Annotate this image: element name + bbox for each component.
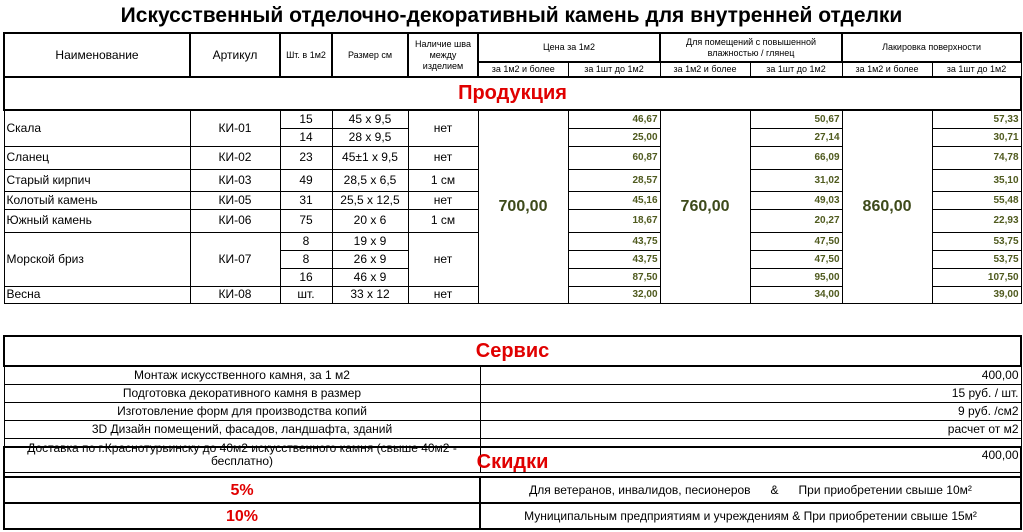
unit-price: 32,00	[568, 286, 660, 303]
product-name: Скала	[4, 110, 190, 146]
subheader: за 1шт до 1м2	[750, 62, 842, 77]
section-heading-products: Продукция	[4, 77, 1021, 110]
product-name: Южный камень	[4, 209, 190, 232]
bulk-lacquer-price: 860,00	[842, 110, 932, 303]
page-title: Искусственный отделочно-декоративный камень для внутренней отделки	[120, 4, 903, 27]
discount-text: Муниципальным предприятиям и учреждениям & При приобретении свыше 15м²	[480, 503, 1021, 529]
bulk-humid-price: 760,00	[660, 110, 750, 303]
product-name: Весна	[4, 286, 190, 303]
product-seam: нет	[408, 232, 478, 286]
product-count: 16	[280, 268, 332, 286]
product-article: КИ-03	[190, 169, 280, 191]
unit-humid-price: 49,03	[750, 191, 842, 209]
unit-lacquer-price: 53,75	[932, 232, 1021, 250]
service-label: 3D Дизайн помещений, фасадов, ландшафта, зданий	[4, 420, 480, 438]
subheader: за 1м2 и более	[478, 62, 568, 77]
unit-humid-price: 31,02	[750, 169, 842, 191]
unit-price: 28,57	[568, 169, 660, 191]
unit-humid-price: 34,00	[750, 286, 842, 303]
product-count: 14	[280, 128, 332, 146]
product-name: Старый кирпич	[4, 169, 190, 191]
subheader: за 1м2 и более	[842, 62, 932, 77]
product-name: Сланец	[4, 146, 190, 169]
unit-lacquer-price: 30,71	[932, 128, 1021, 146]
product-article: КИ-07	[190, 232, 280, 286]
product-size: 45 х 9,5	[332, 110, 408, 128]
header-price: Цена за 1м2	[478, 33, 660, 62]
header-article: Артикул	[190, 33, 280, 77]
header-lacquer: Лакировка поверхности	[842, 33, 1021, 62]
unit-lacquer-price: 22,93	[932, 209, 1021, 232]
unit-humid-price: 66,09	[750, 146, 842, 169]
unit-price: 45,16	[568, 191, 660, 209]
service-value: 400,00	[480, 366, 1021, 384]
product-count: 75	[280, 209, 332, 232]
discount-section	[3, 446, 1022, 530]
service-label: Доставка по г.Краснотурьинску до 40м2 искусственного камня (свыше 40м2 - бесплатно)	[4, 438, 480, 472]
product-size: 28,5 х 6,5	[332, 169, 408, 191]
unit-lacquer-price: 74,78	[932, 146, 1021, 169]
bulk-price: 700,00	[478, 110, 568, 303]
product-article: КИ-02	[190, 146, 280, 169]
product-article: КИ-05	[190, 191, 280, 209]
header-per-m2: Шт. в 1м2	[280, 33, 332, 77]
product-count: шт.	[280, 286, 332, 303]
product-article: КИ-08	[190, 286, 280, 303]
product-seam: нет	[408, 110, 478, 146]
section-heading-service: Сервис	[4, 336, 1021, 366]
unit-humid-price: 50,67	[750, 110, 842, 128]
product-size: 20 х 6	[332, 209, 408, 232]
product-seam: нет	[408, 191, 478, 209]
product-count: 8	[280, 250, 332, 268]
unit-lacquer-price: 53,75	[932, 250, 1021, 268]
service-value: 15 руб. / шт.	[480, 384, 1021, 402]
unit-price: 43,75	[568, 232, 660, 250]
product-size: 45±1 х 9,5	[332, 146, 408, 169]
service-label: Монтаж искусственного камня, за 1 м2	[4, 366, 480, 384]
unit-humid-price: 47,50	[750, 232, 842, 250]
unit-price: 25,00	[568, 128, 660, 146]
product-seam: 1 см	[408, 169, 478, 191]
unit-humid-price: 27,14	[750, 128, 842, 146]
product-seam: нет	[408, 286, 478, 303]
product-size: 19 х 9	[332, 232, 408, 250]
service-label: Подготовка декоративного камня в размер	[4, 384, 480, 402]
service-value: расчет от м2	[480, 420, 1021, 438]
product-size: 26 х 9	[332, 250, 408, 268]
unit-lacquer-price: 35,10	[932, 169, 1021, 191]
service-value: 400,00	[480, 438, 1021, 472]
product-article: КИ-06	[190, 209, 280, 232]
product-size: 46 х 9	[332, 268, 408, 286]
unit-lacquer-price: 39,00	[932, 286, 1021, 303]
unit-price: 46,67	[568, 110, 660, 128]
product-seam: 1 см	[408, 209, 478, 232]
subheader: за 1м2 и более	[660, 62, 750, 77]
product-article: КИ-01	[190, 110, 280, 146]
unit-price: 87,50	[568, 268, 660, 286]
product-seam: нет	[408, 146, 478, 169]
product-count: 15	[280, 110, 332, 128]
product-size: 25,5 х 12,5	[332, 191, 408, 209]
product-count: 8	[280, 232, 332, 250]
service-value: 9 руб. /см2	[480, 402, 1021, 420]
unit-lacquer-price: 57,33	[932, 110, 1021, 128]
product-name: Морской бриз	[4, 232, 190, 286]
discount-text: Для ветеранов, инвалидов, песионеров & При приобретении свыше 10м²	[480, 477, 1021, 503]
header-name: Наименование	[4, 33, 190, 77]
unit-price: 18,67	[568, 209, 660, 232]
unit-price: 60,87	[568, 146, 660, 169]
discount-percent: 10%	[4, 503, 480, 529]
unit-humid-price: 20,27	[750, 209, 842, 232]
service-label: Изготовление форм для производства копий	[4, 402, 480, 420]
product-count: 31	[280, 191, 332, 209]
unit-price: 43,75	[568, 250, 660, 268]
subheader: за 1шт до 1м2	[568, 62, 660, 77]
price-table	[3, 32, 1022, 304]
unit-lacquer-price: 107,50	[932, 268, 1021, 286]
product-count: 49	[280, 169, 332, 191]
header-seam: Наличие шва между изделием	[408, 33, 478, 77]
product-size: 28 х 9,5	[332, 128, 408, 146]
subheader: за 1шт до 1м2	[932, 62, 1021, 77]
unit-humid-price: 95,00	[750, 268, 842, 286]
section-heading-discounts: Скидки	[4, 447, 1021, 477]
discount-percent: 5%	[4, 477, 480, 503]
product-size: 33 х 12	[332, 286, 408, 303]
unit-lacquer-price: 55,48	[932, 191, 1021, 209]
product-name: Колотый камень	[4, 191, 190, 209]
header-size: Размер см	[332, 33, 408, 77]
product-count: 23	[280, 146, 332, 169]
header-humid: Для помещений с повышенной влажностью / глянец	[660, 33, 842, 62]
unit-humid-price: 47,50	[750, 250, 842, 268]
